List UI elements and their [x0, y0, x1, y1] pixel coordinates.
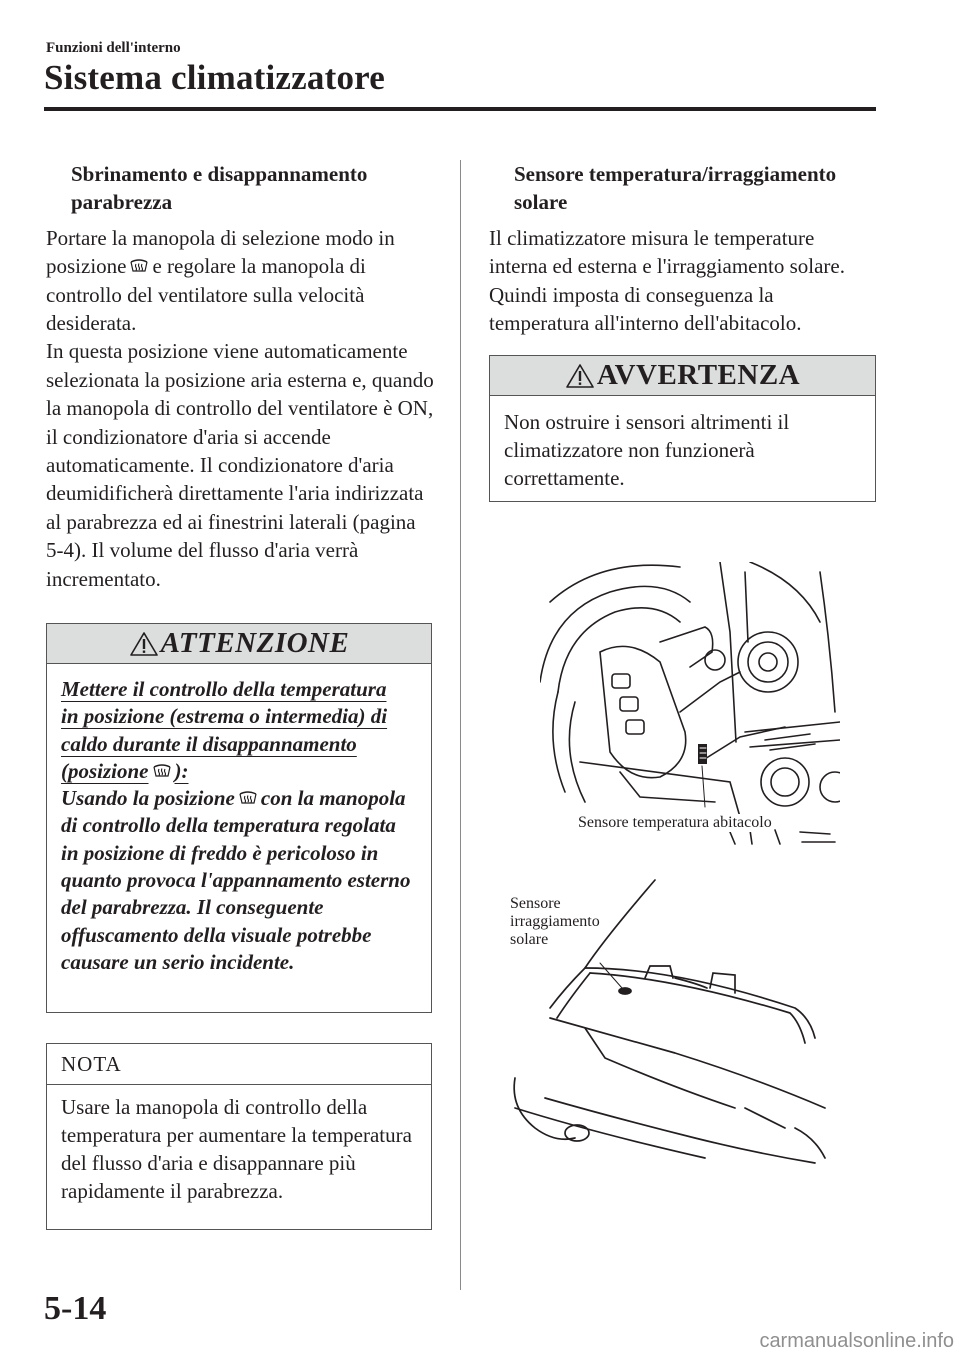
watermark: carmanualsonline.info	[759, 1330, 954, 1352]
defrost-text-c: In questa posizione viene automaticamente selezionata la posizione aria esterna e, quando la manopola di controllo del ventilatore è ON, il condizionatore d'aria si accende automaticamente. Il condizionatore d'aria deumidificherà direttamente l'aria indirizzata al parabrezza ed ai finestrini laterali (pagina 5-4). Il volume del flusso d'aria verrà incrementato.	[46, 339, 434, 591]
defrost-text-b: e regolare la manopola di controllo del ventilatore sulla velocità desiderata.	[46, 254, 366, 336]
avvertenza-header	[490, 356, 875, 396]
attenzione-header	[47, 624, 431, 664]
windshield-defrost-icon	[129, 257, 149, 275]
solar-caption-line-1: Sensore	[510, 895, 561, 912]
attenzione-box	[46, 623, 432, 1013]
header-divider	[44, 107, 876, 111]
attenzione-u4-start: (posizione	[61, 758, 149, 783]
column-divider	[460, 160, 461, 1290]
solar-caption-line-2: irraggiamento	[510, 913, 600, 930]
nota-box	[46, 1043, 432, 1230]
attenzione-underlined-4	[61, 758, 417, 785]
defrost-paragraph	[46, 224, 438, 593]
warning-triangle-icon	[565, 363, 595, 389]
attenzione-text-b: con la manopola di controllo della temperatura regolata in posizione di freddo è pericoloso in quanto provoca l'appannamento esterno del parabrezza. Il conseguente offuscamento della visuale potrebbe causare un serio incidente.	[61, 786, 411, 974]
defrost-heading: Sbrinamento e disappannamento parabrezza	[71, 162, 368, 215]
sensor-heading: Sensore temperatura/irraggiamento solare	[514, 162, 837, 215]
page-number: 5-14	[44, 1290, 107, 1327]
cabin-sensor-caption: Sensore temperatura abitacolo	[578, 814, 772, 831]
defrost-text-a: Portare la manopola di selezione modo in posizione	[46, 225, 395, 279]
windshield-defrost-icon	[238, 789, 258, 807]
avvertenza-body: Non ostruire i sensori altrimenti il climatizzatore non funzionerà correttamente.	[504, 410, 790, 490]
solar-sensor-caption	[510, 895, 640, 949]
attenzione-underlined-2: in posizione (estrema o intermedia) di	[61, 704, 388, 729]
attenzione-u4-end: ):	[174, 758, 189, 783]
sensor-paragraph: Il climatizzatore misura le temperature interna ed esterna e l'irraggiamento solare. Quindi imposta di conseguenza la temperatura all'interno dell'abitacolo.	[489, 225, 845, 336]
right-column	[489, 160, 877, 337]
nota-title: NOTA	[47, 1044, 431, 1085]
solar-caption-line-3: solare	[510, 931, 549, 948]
attenzione-underlined-3: caldo durante il disappannamento	[61, 731, 357, 756]
attenzione-underlined-1: Mettere il controllo della temperatura	[61, 677, 387, 701]
left-column	[46, 160, 438, 593]
attenzione-warning-text	[61, 785, 417, 976]
section-label: Funzioni dell'interno	[46, 40, 181, 56]
windshield-defrost-icon	[152, 762, 172, 780]
page-title: Sistema climatizzatore	[44, 58, 385, 97]
cabin-sensor-illustration	[540, 562, 840, 852]
nota-body: Usare la manopola di controllo della temperatura per aumentare la temperatura del flusso d'aria e disappannare più rapidamente il parabrezza.	[61, 1095, 412, 1203]
warning-triangle-icon	[129, 631, 159, 657]
avvertenza-box	[489, 355, 876, 502]
attenzione-title: ATTENZIONE	[160, 627, 350, 659]
attenzione-body	[47, 664, 431, 976]
attenzione-text-a: Usando la posizione	[61, 786, 235, 811]
avvertenza-title: AVVERTENZA	[596, 359, 801, 391]
